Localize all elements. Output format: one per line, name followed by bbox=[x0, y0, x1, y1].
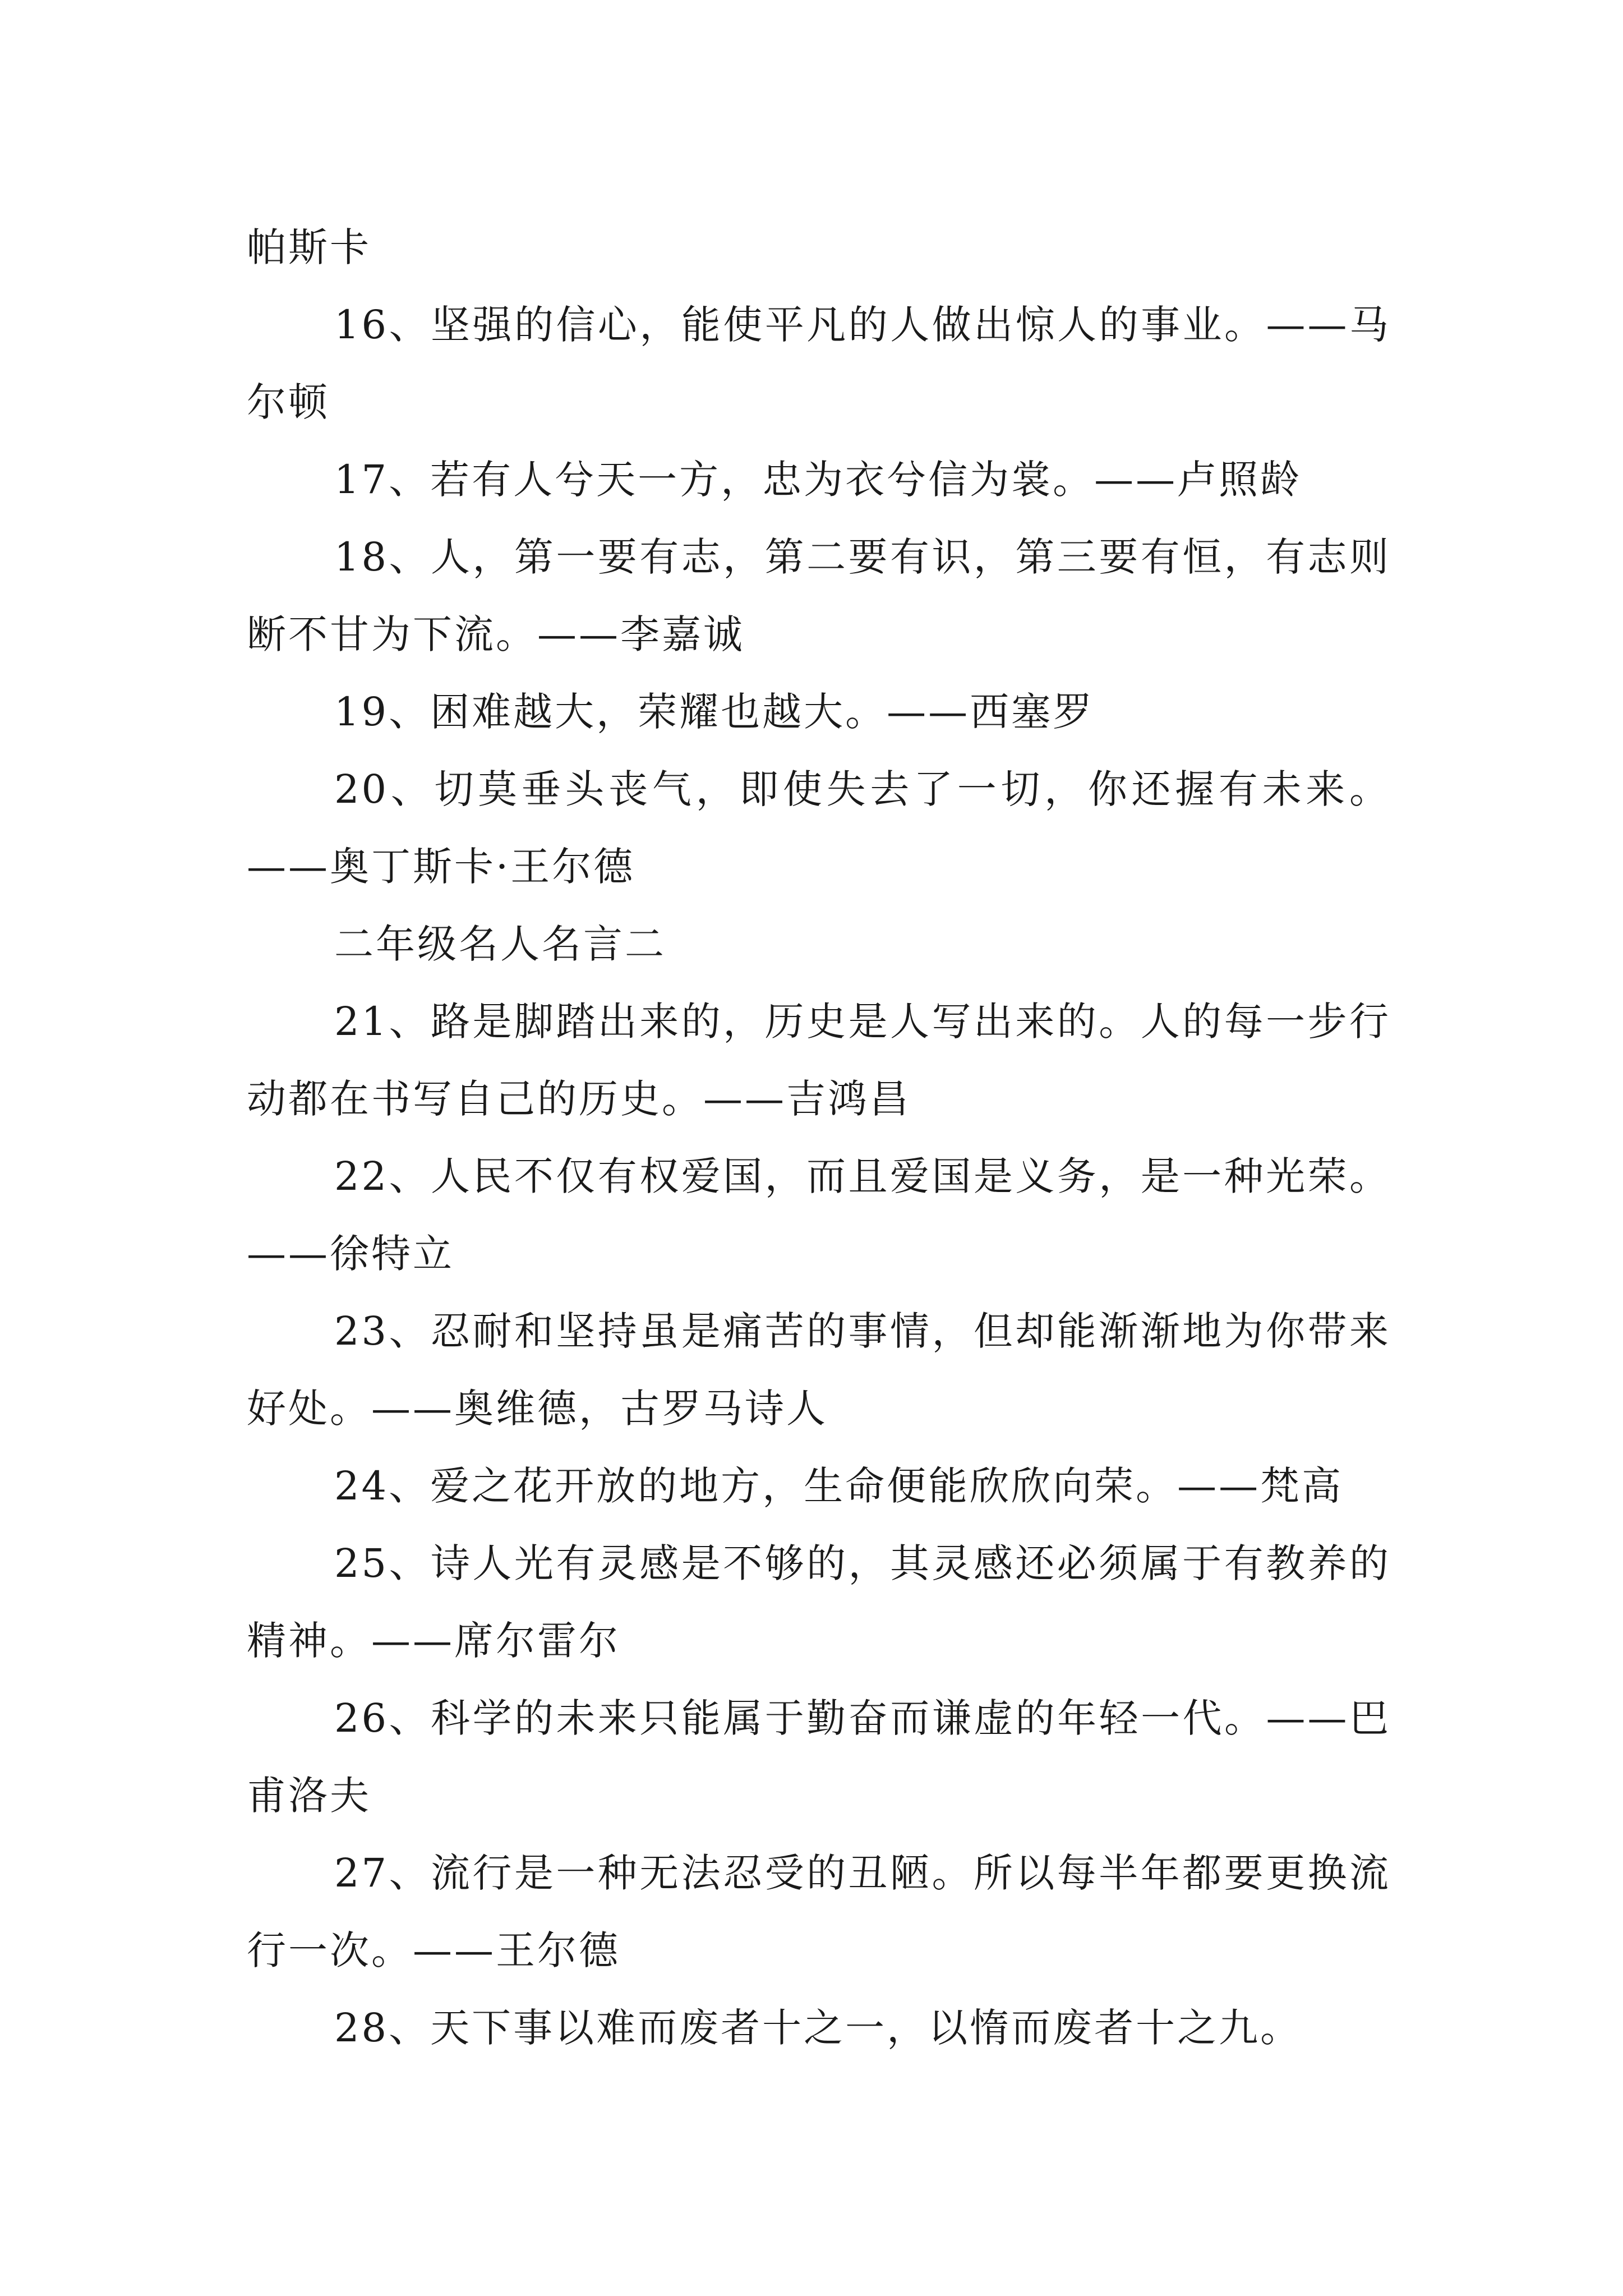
quote-22: 22、人民不仅有权爱国，而且爱国是义务，是一种光荣。——徐特立 bbox=[247, 1153, 1391, 1277]
quote-27: 27、流行是一种无法忍受的丑陋。所以每半年都要更换流行一次。——王尔德 bbox=[247, 1850, 1391, 1973]
quote-19: 19、困难越大，荣耀也越大。——西塞罗 bbox=[334, 689, 1095, 735]
quote-25: 25、诗人光有灵感是不够的，其灵感还必须属于有教养的精神。——席尔雷尔 bbox=[247, 1540, 1391, 1664]
quote-16: 16、坚强的信心，能使平凡的人做出惊人的事业。——马尔顿 bbox=[247, 302, 1391, 425]
quote-26: 26、科学的未来只能属于勤奋而谦虚的年轻一代。——巴甫洛夫 bbox=[247, 1695, 1391, 1819]
quote-23: 23、忍耐和坚持虽是痛苦的事情，但却能渐渐地为你带来好处。——奥维德，古罗马诗人 bbox=[247, 1308, 1391, 1432]
quote-24: 24、爱之花开放的地方，生命便能欣欣向荣。——梵高 bbox=[334, 1463, 1344, 1509]
quote-17: 17、若有人兮天一方，忠为衣兮信为裳。——卢照龄 bbox=[334, 457, 1302, 503]
quote-21: 21、路是脚踏出来的，历史是人写出来的。人的每一步行动都在书写自己的历史。——吉鸿昌 bbox=[247, 999, 1391, 1122]
quote-20: 20、切莫垂头丧气，即使失去了一切，你还握有未来。——奥丁斯卡·王尔德 bbox=[247, 766, 1391, 890]
section-heading: 二年级名人名言二 bbox=[334, 921, 666, 967]
document-body bbox=[247, 209, 1391, 2067]
quote-28: 28、天下事以难而废者十之一，以惰而废者十之九。 bbox=[334, 2005, 1302, 2051]
quote-18: 18、人，第一要有志，第二要有识，第三要有恒，有志则断不甘为下流。——李嘉诚 bbox=[247, 534, 1391, 657]
continued-attribution: 帕斯卡 bbox=[247, 224, 371, 270]
